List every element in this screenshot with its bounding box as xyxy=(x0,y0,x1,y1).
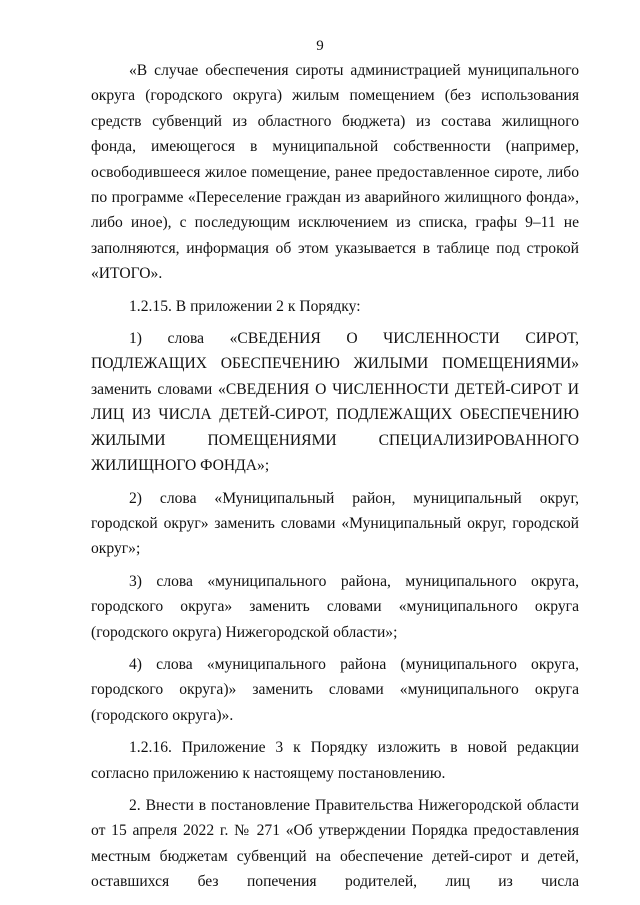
document-body xyxy=(91,58,579,895)
paragraph-1-2-16: 1.2.16. Приложение 3 к Порядку изложить в новой редакции согласно приложению к настоящему постановлению. xyxy=(91,739,579,782)
page-number: 9 xyxy=(316,38,324,54)
paragraph-item-1: 1) слова «СВЕДЕНИЯ О ЧИСЛЕННОСТИ СИРОТ, ПОДЛЕЖАЩИХ ОБЕСПЕЧЕНИЮ ЖИЛЫМИ ПОМЕЩЕНИЯМИ» заменить словами «СВЕДЕНИЯ О ЧИСЛЕННОСТИ ДЕТЕЙ-СИРОТ И ЛИЦ ИЗ ЧИСЛА ДЕТЕЙ-СИРОТ, ПОДЛЕЖАЩИХ ОБЕСПЕЧЕНИЮ ЖИЛЫМИ ПОМЕЩЕНИЯМИ СПЕЦИАЛИЗИРОВАННОГО ЖИЛИЩНОГО ФОНДА»; xyxy=(91,330,579,475)
paragraph-2: 2. Внести в постановление Правительства Нижегородской области от 15 апреля 2022 г. № 271 «Об утверждении Порядка предоставления местным бюджетам субвенций на обеспечение детей-сирот и детей, оставшихся без попечения родителей, лиц из числа xyxy=(91,796,579,891)
paragraph-1-2-15: 1.2.15. В приложении 2 к Порядку: xyxy=(129,297,361,315)
paragraph-item-2: 2) слова «Муниципальный район, муниципальный округ, городской округ» заменить словами «Муниципальный округ, городской округ»; xyxy=(91,489,579,558)
paragraph-item-3: 3) слова «муниципального района, муниципального округа, городского округа» заменить словами «муниципального округа (городского округа) Нижегородской области»; xyxy=(91,572,579,641)
paragraph-item-4: 4) слова «муниципального района (муниципального округа, городского округа)» заменить словами «муниципального округа (городского округа)». xyxy=(91,655,579,724)
paragraph-orphan-housing-clause: «В случае обеспечения сироты администрацией муниципального округа (городского округа) жилым помещением (без использования средств субвенций из областного бюджета) из состава жилищного фонда, имеющегося в муниципальной собственности (например, освободившееся жилое помещение, ранее предоставленное сироте, либо по программе «Переселение граждан из аварийного жилищного фонда», либо иное), с последующим исключением из списка, графы 9–11 не заполняются, информация об этом указывается в таблице под строкой «ИТОГО». xyxy=(91,62,579,283)
